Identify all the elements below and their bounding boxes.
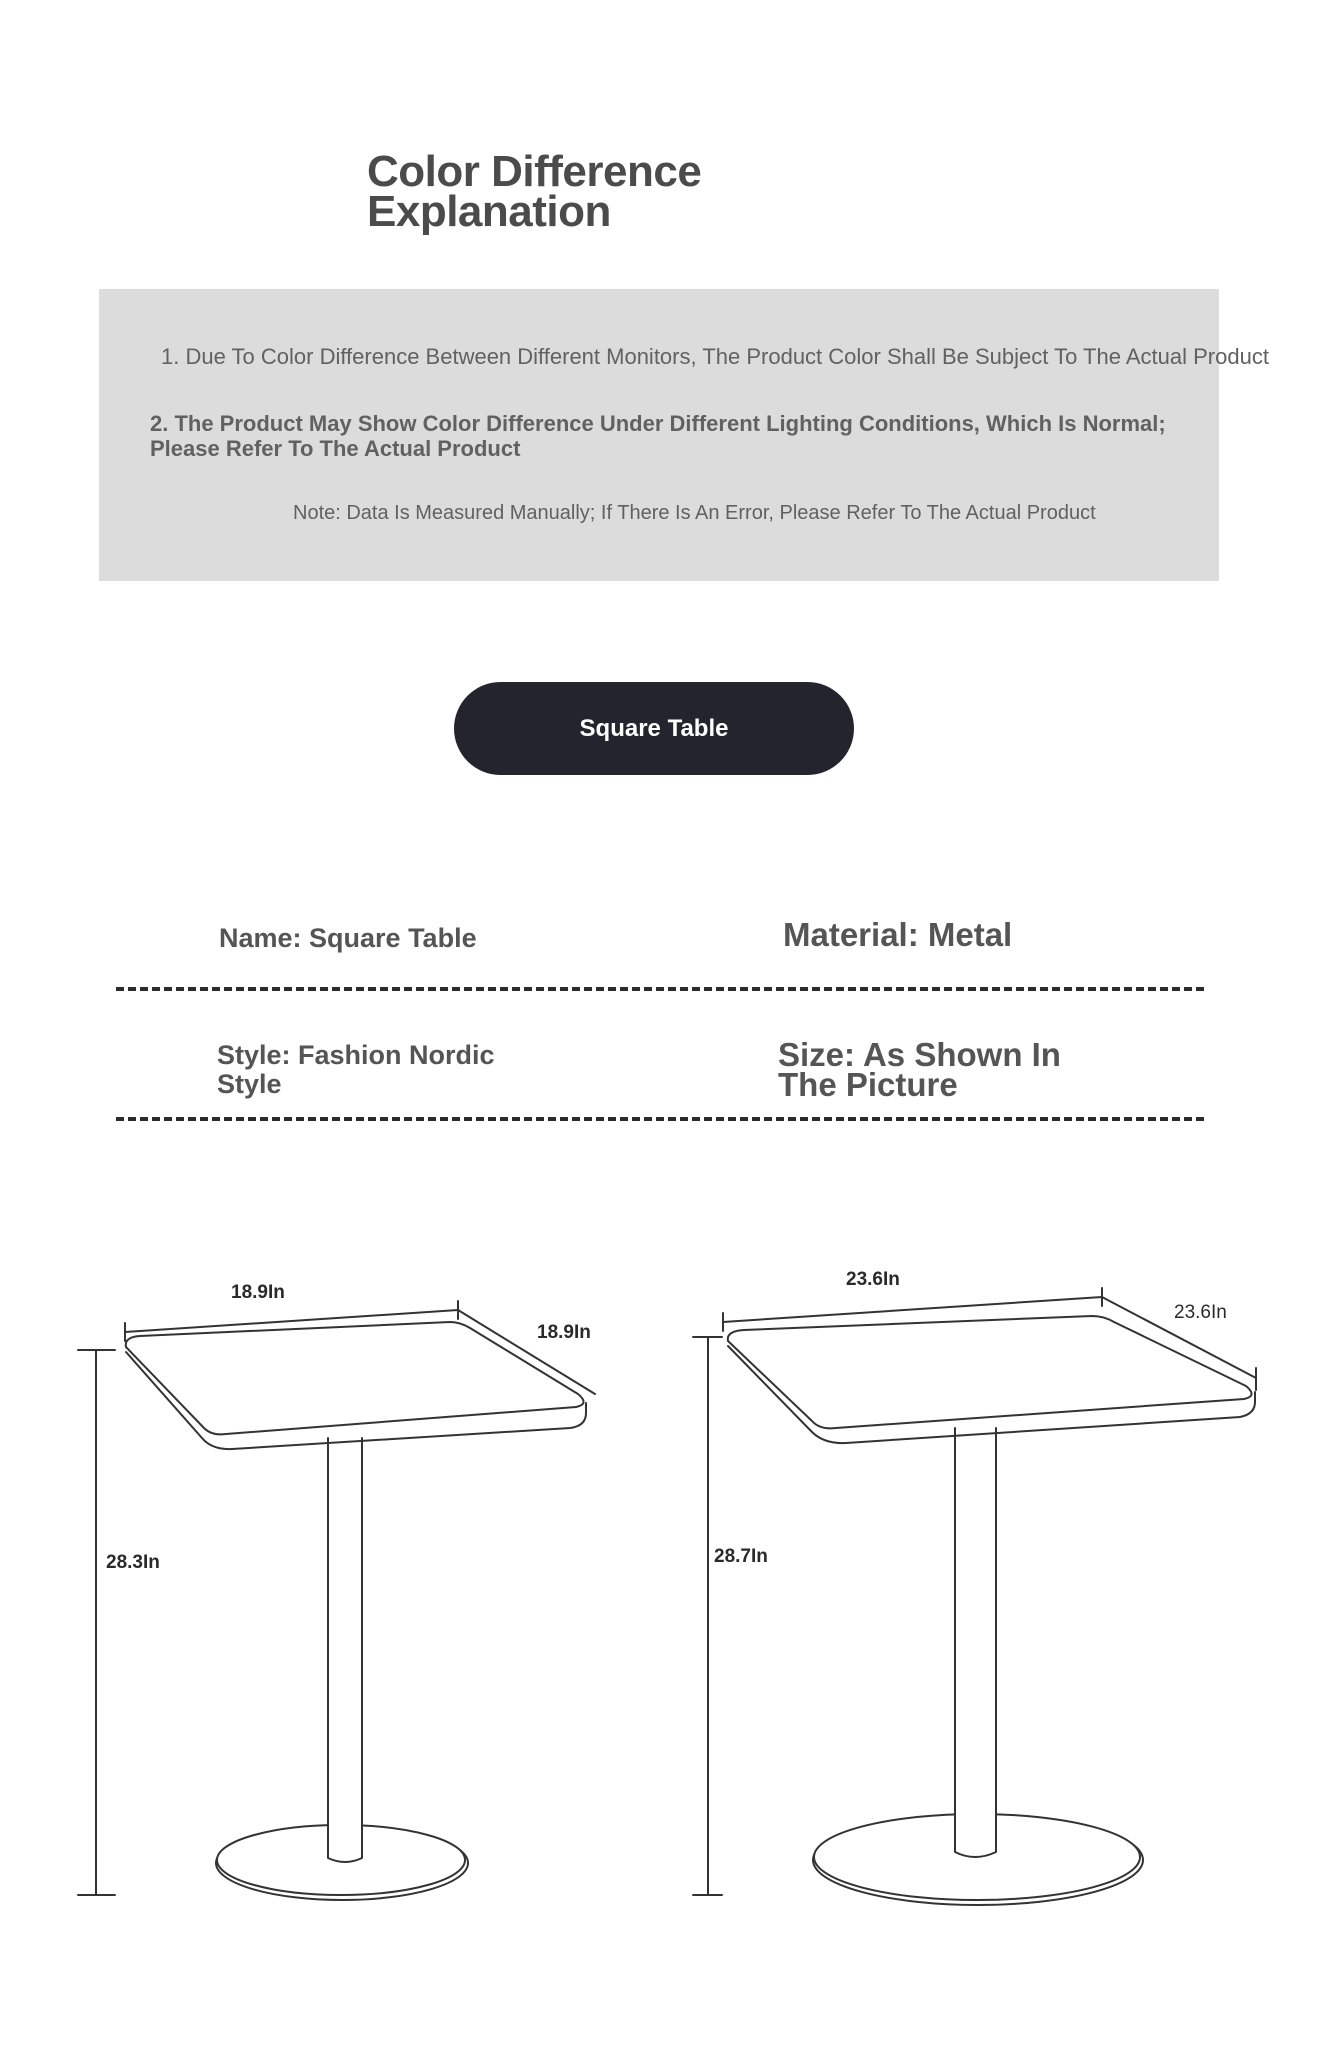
- large-depth-label: 23.6In: [1174, 1302, 1227, 1323]
- page-title-line-1: Color Difference: [367, 147, 702, 196]
- table-dimension-drawing: [0, 1240, 1322, 1960]
- small-table-illustration: [78, 1301, 595, 1900]
- spec-material: Material: Metal: [783, 916, 1013, 953]
- spec-size-line-1: Size: As Shown In: [778, 1036, 1061, 1073]
- spec-style-line-2: Style: [217, 1069, 282, 1099]
- spec-name: Name: Square Table: [219, 923, 477, 953]
- page-title: [367, 147, 702, 236]
- small-height-label: 28.3In: [106, 1552, 160, 1573]
- notice-item-2-line-2: Please Refer To The Actual Product: [150, 436, 521, 461]
- color-difference-notice: [99, 289, 1269, 581]
- large-width-label: 23.6In: [846, 1269, 900, 1290]
- small-depth-label: 18.9In: [537, 1322, 591, 1343]
- spec-divider-2: [116, 1117, 1204, 1121]
- measurement-note: Note: Data Is Measured Manually; If There Is An Error, Please Refer To The Actual Product: [293, 502, 1096, 524]
- large-table-illustration: [693, 1288, 1256, 1905]
- small-width-label: 18.9In: [231, 1282, 285, 1303]
- spec-size: [778, 1036, 1061, 1103]
- notice-item-2-line-1: 2. The Product May Show Color Difference Under Different Lighting Conditions, Which Is Normal;: [150, 411, 1166, 436]
- large-height-label: 28.7In: [714, 1546, 768, 1567]
- spec-size-line-2: The Picture: [778, 1066, 958, 1103]
- notice-item-1: 1. Due To Color Difference Between Different Monitors, The Product Color Shall Be Subject To The Actual Product: [161, 344, 1269, 369]
- notice-item-2: [150, 411, 1166, 461]
- spec-divider-1: [116, 987, 1204, 991]
- product-type-badge: Square Table: [454, 682, 854, 775]
- spec-style-line-1: Style: Fashion Nordic: [217, 1040, 495, 1070]
- page-title-line-2: Explanation: [367, 187, 611, 236]
- spec-style: [217, 1041, 495, 1099]
